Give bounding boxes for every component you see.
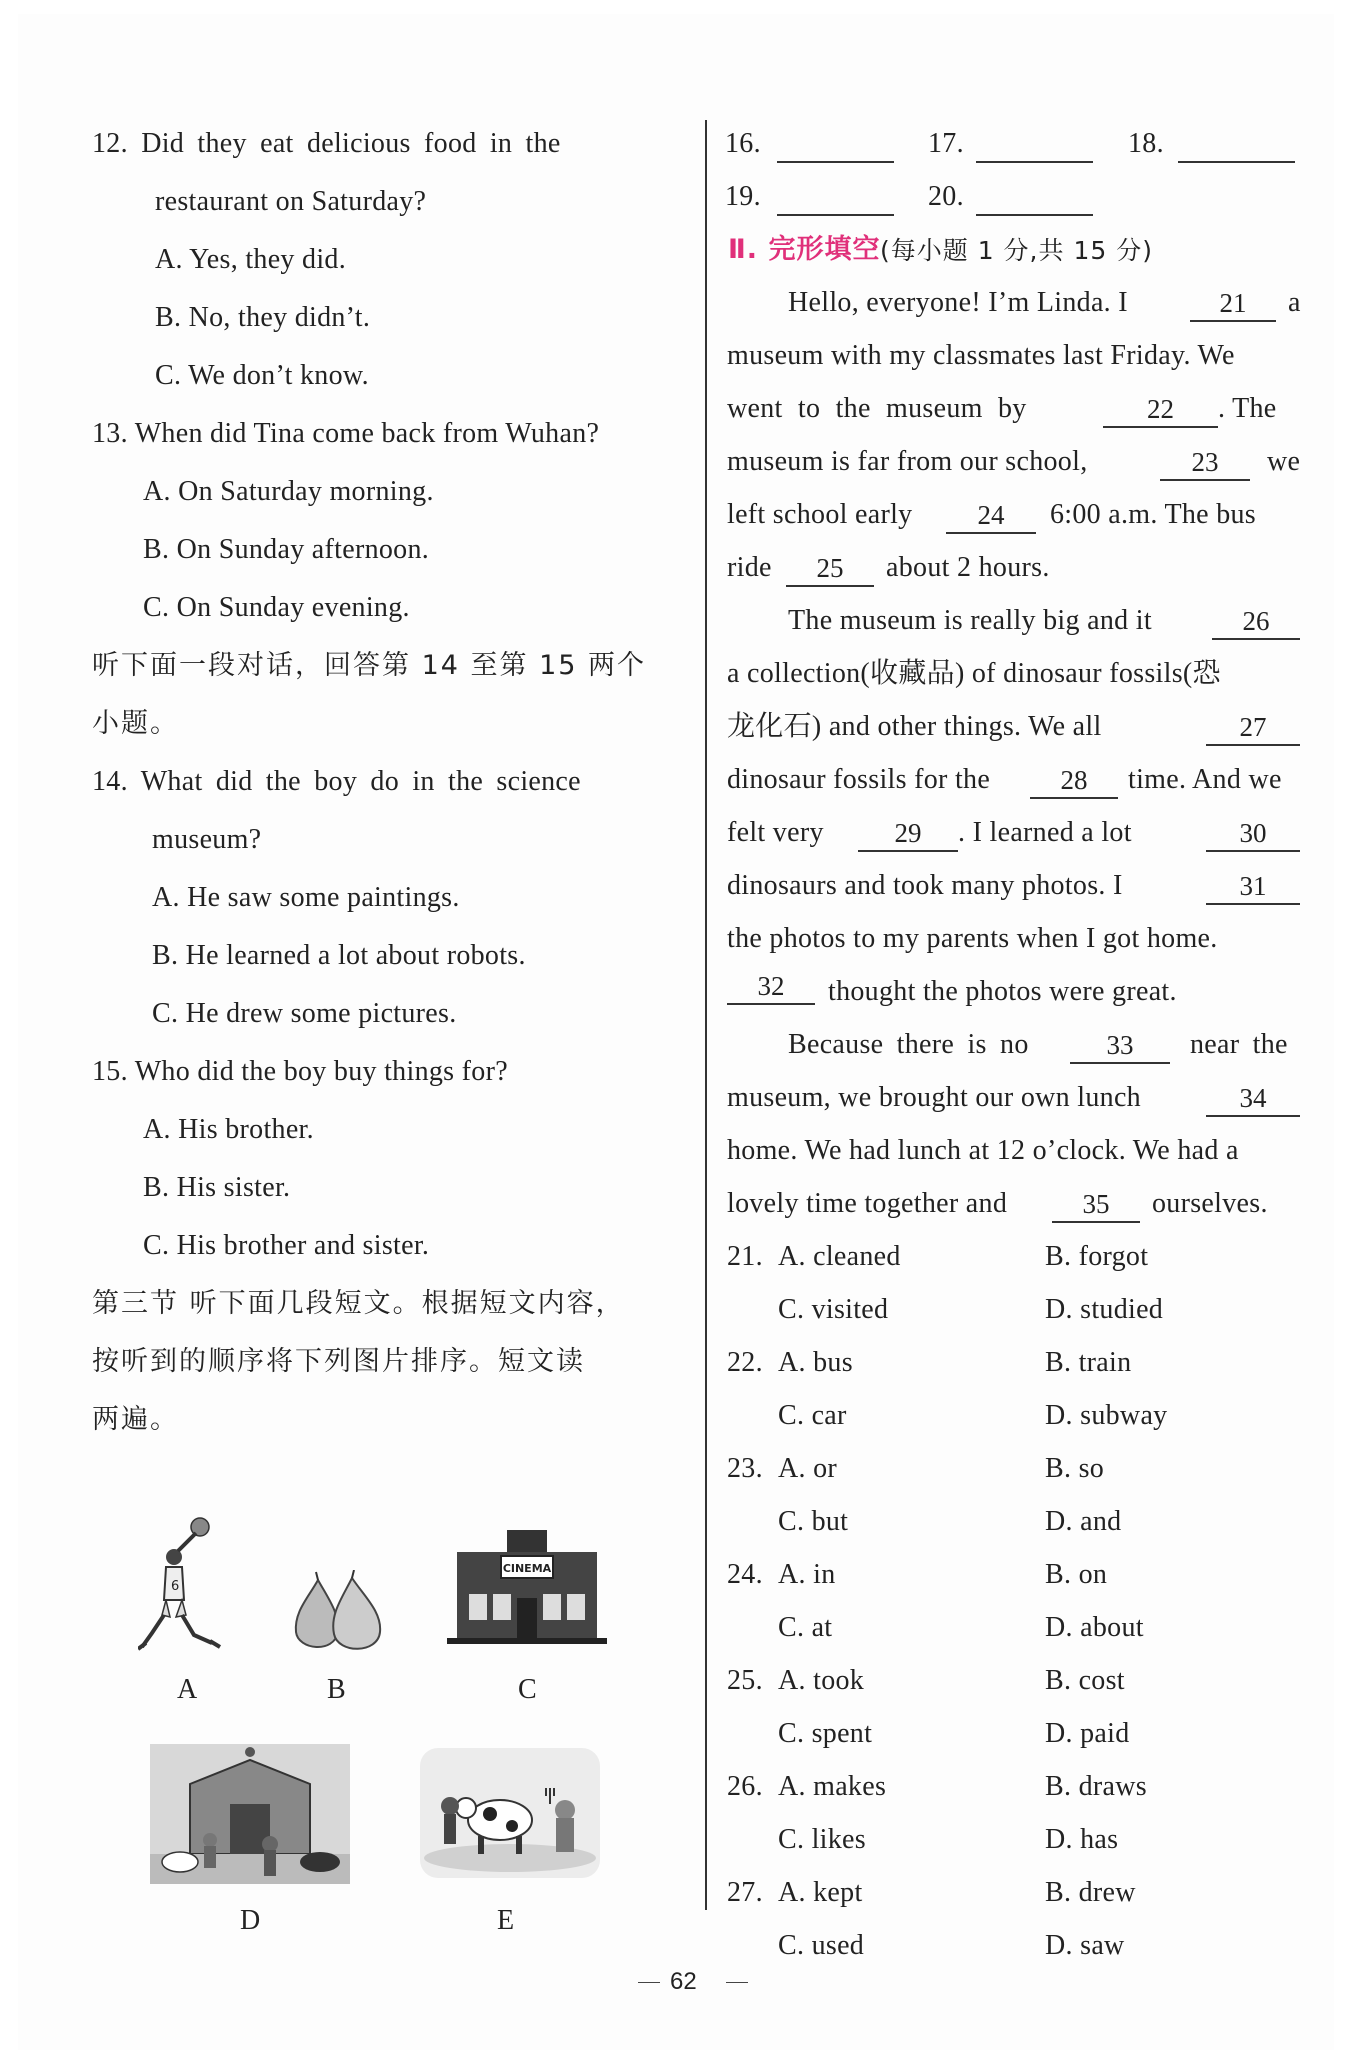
passage-line-6: ride (727, 552, 772, 583)
choice-27-b[interactable]: B. drew (1045, 1877, 1136, 1908)
blank-32-number: 32 (757, 971, 785, 1001)
choice-23-b[interactable]: B. so (1045, 1453, 1105, 1484)
q13-option-a: A. On Saturday morning. (143, 476, 434, 507)
blank-29[interactable] (858, 850, 958, 852)
section2-score: (每小题 1 分,共 15 分) (880, 236, 1153, 265)
choice-25-c[interactable]: C. spent (778, 1718, 873, 1749)
passage-line-12: dinosaurs and took many photos. I (727, 870, 1123, 901)
blank-34-number: 34 (1239, 1083, 1267, 1113)
choice-25-number: 25. (727, 1665, 763, 1696)
blank-23[interactable] (1160, 479, 1250, 481)
passage-line-18: lovely time together and (727, 1188, 1008, 1219)
q13-option-c: C. On Sunday evening. (143, 592, 410, 623)
blank-29-number: 29 (894, 818, 922, 848)
blank-22-number: 22 (1147, 394, 1174, 424)
choice-21-c[interactable]: C. visited (778, 1294, 889, 1325)
choice-25-d[interactable]: D. paid (1045, 1718, 1130, 1749)
blank-30[interactable] (1206, 850, 1300, 852)
passage-line-1: Hello, everyone! I’m Linda. I (788, 287, 1128, 318)
passage-line-15-end: near the (1190, 1029, 1288, 1060)
blank-26-number: 26 (1242, 606, 1270, 636)
blank-27-number: 27 (1239, 712, 1267, 742)
farm-picture (150, 1744, 350, 1884)
q14-option-a: A. He saw some paintings. (152, 882, 460, 913)
choice-23-number: 23. (727, 1453, 763, 1484)
passage-line-4: museum is far from our school, (727, 446, 1088, 477)
passage-line-8: a collection(收藏品) of dinosaur fossils(恐 (727, 658, 1221, 689)
passage-line-3: went to the museum by (727, 393, 1027, 424)
choice-22-b[interactable]: B. train (1045, 1347, 1132, 1378)
q15-stem: 15. Who did the boy buy things for? (92, 1056, 508, 1087)
choice-24-d[interactable]: D. about (1045, 1612, 1144, 1643)
passage-line-2: museum with my classmates last Friday. We (727, 340, 1235, 371)
passage-line-11-mid: . I learned a lot (958, 817, 1132, 848)
choice-22-number: 22. (727, 1347, 763, 1378)
choice-23-c[interactable]: C. but (778, 1506, 849, 1537)
q12-stem-line1: 12. Did they eat delicious food in the (92, 128, 561, 159)
picture-label-a: A (177, 1674, 198, 1705)
cinema-picture (445, 1526, 609, 1646)
choice-25-a[interactable]: A. took (778, 1665, 865, 1696)
blank-26[interactable] (1212, 638, 1300, 640)
section3-line1: 第三节 听下面几段短文。根据短文内容， (92, 1288, 625, 1319)
picture-label-d: D (240, 1905, 261, 1936)
picture-label-c: C (518, 1674, 537, 1705)
blank-31[interactable] (1206, 903, 1300, 905)
blank-25[interactable] (786, 585, 874, 587)
choice-27-c[interactable]: C. used (778, 1930, 865, 1961)
passage-line-4-end: we (1267, 446, 1301, 477)
page-number-dash-left (638, 1982, 660, 1983)
answer-label-20: 20. (928, 181, 964, 212)
instruction-14-15-line2: 小题。 (92, 708, 179, 739)
blank-24[interactable] (946, 532, 1036, 534)
section3-line3: 两遍。 (92, 1404, 179, 1435)
page-number: 62 (670, 1968, 697, 1995)
blank-28-number: 28 (1060, 765, 1088, 795)
blank-28[interactable] (1030, 797, 1118, 799)
answer-label-16: 16. (725, 128, 761, 159)
answer-blank-16[interactable] (777, 161, 894, 163)
q15-option-a: A. His brother. (143, 1114, 314, 1145)
q15-option-c: C. His brother and sister. (143, 1230, 430, 1261)
choice-22-a[interactable]: A. bus (778, 1347, 853, 1378)
choice-25-b[interactable]: B. cost (1045, 1665, 1125, 1696)
blank-34[interactable] (1206, 1115, 1300, 1117)
q13-option-b: B. On Sunday afternoon. (143, 534, 430, 565)
q13-stem: 13. When did Tina come back from Wuhan? (92, 418, 600, 449)
choice-24-b[interactable]: B. on (1045, 1559, 1108, 1590)
answer-label-18: 18. (1128, 128, 1164, 159)
cinema-sign-text: CINEMA (502, 1562, 552, 1575)
choice-26-c[interactable]: C. likes (778, 1824, 866, 1855)
passage-line-14: thought the photos were great. (828, 976, 1177, 1007)
choice-27-d[interactable]: D. saw (1045, 1930, 1125, 1961)
section2-title: Ⅱ. 完形填空 (728, 234, 881, 265)
passage-line-17: home. We had lunch at 12 o’clock. We had a (727, 1135, 1239, 1166)
page-number-dash-right (726, 1982, 748, 1983)
blank-35[interactable] (1052, 1221, 1140, 1223)
passage-line-5: left school early (727, 499, 913, 530)
choice-23-d[interactable]: D. and (1045, 1506, 1122, 1537)
q14-stem-line2: museum? (152, 824, 262, 855)
blank-30-number: 30 (1239, 818, 1267, 848)
answer-blank-20[interactable] (976, 214, 1093, 216)
choice-24-a[interactable]: A. in (778, 1559, 836, 1590)
answer-label-17: 17. (928, 128, 964, 159)
blank-33-number: 33 (1106, 1030, 1134, 1060)
picture-label-e: E (497, 1905, 515, 1936)
picture-label-b: B (327, 1674, 346, 1705)
q12-stem-line2: restaurant on Saturday? (155, 186, 427, 217)
blank-23-number: 23 (1191, 447, 1219, 477)
passage-line-5-end: 6:00 a.m. The bus (1050, 499, 1257, 530)
choice-26-number: 26. (727, 1771, 763, 1802)
blank-22[interactable] (1103, 426, 1218, 428)
passage-line-16: museum, we brought our own lunch (727, 1082, 1141, 1113)
choice-27-a[interactable]: A. kept (778, 1877, 863, 1908)
passage-line-10-end: time. And we (1128, 764, 1282, 795)
choice-23-a[interactable]: A. or (778, 1453, 838, 1484)
cow-and-people-picture (420, 1748, 600, 1878)
choice-24-c[interactable]: C. at (778, 1612, 833, 1643)
passage-line-13: the photos to my parents when I got home. (727, 923, 1218, 954)
choice-22-d[interactable]: D. subway (1045, 1400, 1168, 1431)
q15-option-b: B. His sister. (143, 1172, 291, 1203)
choice-21-b[interactable]: B. forgot (1045, 1241, 1149, 1272)
q12-option-b: B. No, they didn’t. (155, 302, 371, 333)
passage-line-6-end: about 2 hours. (886, 552, 1050, 583)
passage-line-15: Because there is no (788, 1029, 1029, 1060)
passage-line-11: felt very (727, 817, 824, 848)
answer-blank-18[interactable] (1178, 161, 1295, 163)
passage-line-1-end: a (1288, 287, 1301, 318)
choice-21-a[interactable]: A. cleaned (778, 1241, 901, 1272)
choice-26-a[interactable]: A. makes (778, 1771, 887, 1802)
choice-22-c[interactable]: C. car (778, 1400, 847, 1431)
blank-31-number: 31 (1239, 871, 1267, 901)
answer-label-19: 19. (725, 181, 761, 212)
blank-27[interactable] (1206, 744, 1300, 746)
blank-33[interactable] (1070, 1062, 1170, 1064)
q14-option-c: C. He drew some pictures. (152, 998, 457, 1029)
choice-26-d[interactable]: D. has (1045, 1824, 1119, 1855)
choice-21-d[interactable]: D. studied (1045, 1294, 1164, 1325)
choice-21-number: 21. (727, 1241, 763, 1272)
blank-35-number: 35 (1082, 1189, 1110, 1219)
q14-option-b: B. He learned a lot about robots. (152, 940, 526, 971)
blank-21[interactable] (1190, 320, 1276, 322)
column-divider (705, 120, 707, 1910)
choice-26-b[interactable]: B. draws (1045, 1771, 1147, 1802)
choice-27-number: 27. (727, 1877, 763, 1908)
section3-line2: 按听到的顺序将下列图片排序。短文读 (92, 1346, 585, 1377)
blank-25-number: 25 (816, 553, 844, 583)
instruction-14-15-line1: 听下面一段对话，回答第 14 至第 15 两个 (92, 650, 647, 681)
svg-text:6: 6 (171, 1579, 180, 1594)
passage-line-7: The museum is really big and it (788, 605, 1152, 636)
q12-option-a: A. Yes, they did. (155, 244, 347, 275)
passage-line-18-end: ourselves. (1152, 1188, 1268, 1219)
q12-option-c: C. We don’t know. (155, 360, 369, 391)
blank-32[interactable] (727, 1003, 815, 1005)
passage-line-10: dinosaur fossils for the (727, 764, 991, 795)
choice-24-number: 24. (727, 1559, 763, 1590)
passage-line-3-end: . The (1218, 393, 1277, 424)
answer-blank-19[interactable] (777, 214, 894, 216)
q14-stem-line1: 14. What did the boy do in the science (92, 766, 581, 797)
blank-21-number: 21 (1219, 288, 1247, 318)
answer-blank-17[interactable] (976, 161, 1093, 163)
basketball-player-picture (138, 1515, 248, 1665)
passage-line-9: 龙化石) and other things. We all (727, 711, 1102, 742)
blank-24-number: 24 (977, 500, 1005, 530)
pears-picture (290, 1570, 384, 1660)
